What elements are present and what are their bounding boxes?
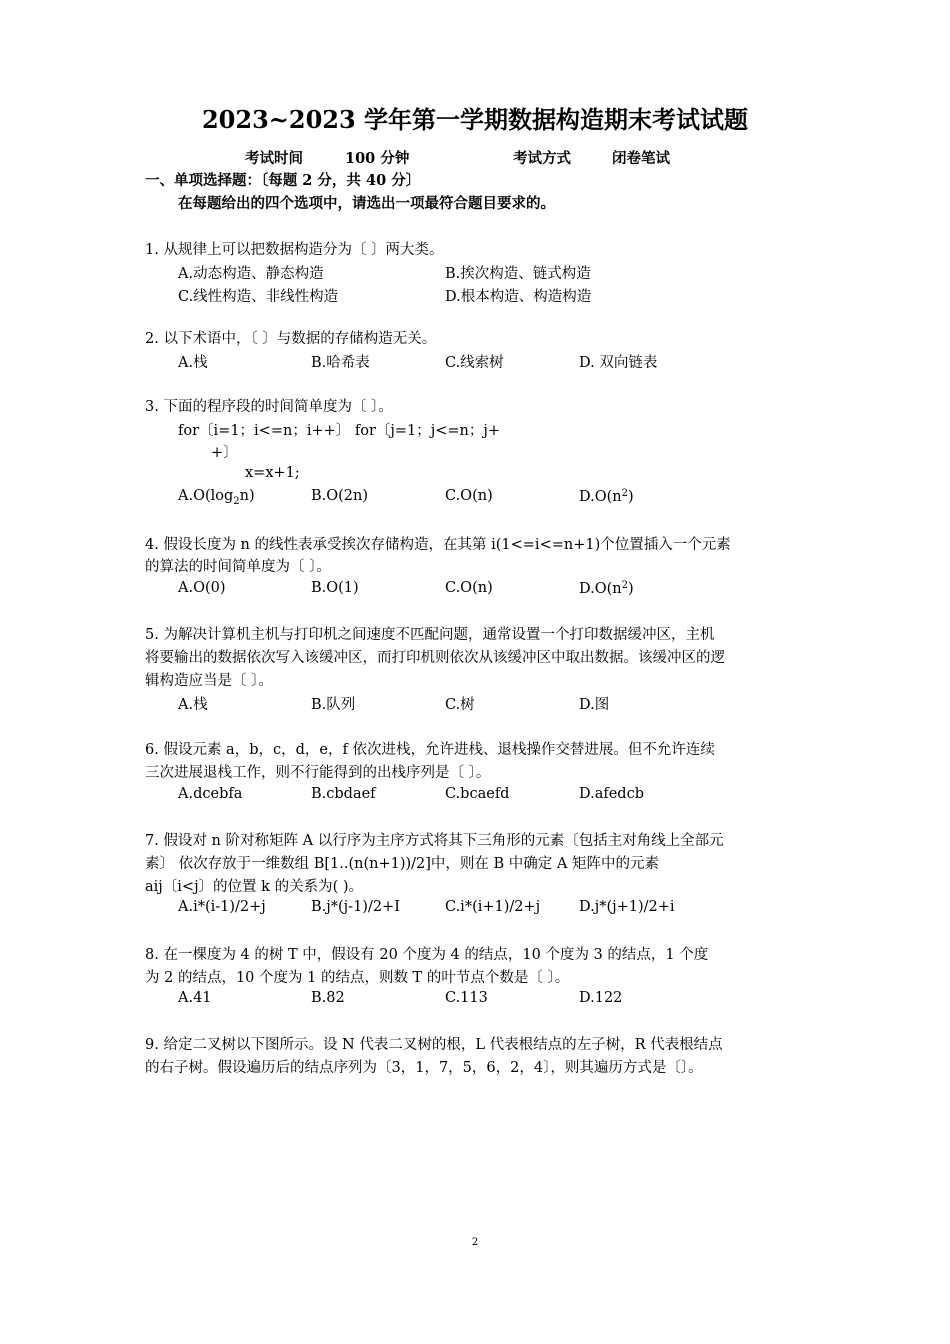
question-5-option-b: B.队列: [311, 697, 356, 713]
question-3-option-d: $D.O(n^2)$: [579, 488, 634, 505]
question-7-stem-line-1: 7. 假设对 n 阶对称矩阵 A 以行序为主序方式将其下三角形的元素〔包括主对角线上全部元: [145, 833, 724, 849]
exam-mode-label: 考试方式: [513, 150, 571, 167]
question-4-stem-line-1: 4. 假设长度为 n 的线性表承受挨次存储构造，在其第 i(1<=i<=n+1)个位置插入一个元素: [145, 537, 731, 553]
question-3-option-c: C.O(n): [445, 488, 493, 504]
question-4-option-d: $D.O(n^2)$: [579, 580, 634, 597]
question-3-option-b: B.O(2n): [311, 488, 369, 504]
question-5-option-d: D.图: [579, 697, 610, 713]
question-1-option-b: B.挨次构造、链式构造: [445, 266, 591, 282]
question-4-option-a: A.O(0): [178, 580, 226, 596]
question-5-stem-line-2: 将要输出的数据依次写入该缓冲区，而打印机则依次从该缓冲区中取出数据。该缓冲区的逻: [145, 650, 725, 666]
question-3-code-line-1: for〔i=1；i<=n；i++〕 for〔j=1；j<=n；j+: [178, 423, 501, 439]
exam-time-label: 考试时间: [245, 150, 303, 167]
question-7-stem-line-2: 素〕 依次存放于一维数组 B[1..(n(n+1))/2]中，则在 B 中确定 A 矩阵中的元素: [145, 856, 659, 872]
question-8-option-d: D.122: [579, 990, 623, 1006]
question-2-option-a: A.栈: [178, 355, 208, 371]
page-title: 2023~2023 学年第一学期数据构造期末考试试题: [201, 105, 749, 134]
question-5-stem-line-1: 5. 为解决计算机主机与打印机之间速度不匹配问题，通常设置一个打印数据缓冲区，主机: [145, 627, 715, 643]
question-8-option-a: A.41: [178, 990, 212, 1006]
question-5-option-a: A.栈: [178, 697, 208, 713]
question-2-option-d: D. 双向链表: [579, 355, 658, 371]
question-7-option-c: C.i*(i+1)/2+j: [445, 899, 541, 915]
question-8-stem-line-2: 为 2 的结点，10 个度为 1 的结点，则数 T 的叶节点个数是〔 〕。: [145, 970, 570, 986]
question-6-stem-line-1: 6. 假设元素 a，b，c，d，e，f 依次进栈，允许进栈、退栈操作交替进展。但不允许连续: [145, 742, 715, 758]
question-6-stem-line-2: 三次进展退栈工作，则不行能得到的出栈序列是〔 〕。: [145, 765, 491, 781]
question-4-stem-line-2: 的算法的时间简单度为〔 〕。: [145, 559, 331, 575]
question-2-stem: 2. 以下术语中，〔 〕与数据的存储构造无关。: [145, 331, 437, 347]
question-1-option-d: D.根本构造、构造构造: [445, 289, 592, 305]
question-6-option-a: A.dcebfa: [178, 786, 243, 802]
question-7-stem-line-3: aij〔i<j〕的位置 k 的关系为( )。: [145, 879, 363, 895]
question-3-code-line-2: +〕: [211, 445, 238, 461]
section-instruction: 在每题给出的四个选项中，请选出一项最符合题目要求的。: [178, 195, 555, 212]
question-1-option-a: A.动态构造、静态构造: [178, 266, 324, 282]
question-9-stem-line-2: 的右子树。假设遍历后的结点序列为〔3，1，7，5，6，2，4〕，则其遍历方式是〔〕。: [145, 1060, 703, 1076]
question-8-option-b: B.82: [311, 990, 345, 1006]
question-8-option-c: C.113: [445, 990, 488, 1006]
question-6-option-d: D.afedcb: [579, 786, 644, 802]
question-5-option-c: C.树: [445, 697, 475, 713]
question-8-stem-line-1: 8. 在一棵度为 4 的树 T 中，假设有 20 个度为 4 的结点，10 个度为 3 的结点，1 个度: [145, 947, 709, 963]
question-3-option-a: $A.O(\log_2n)$: [178, 488, 255, 507]
question-7-option-b: B.j*(j-1)/2+I: [311, 899, 400, 915]
question-7-option-a: A.i*(i-1)/2+j: [178, 899, 266, 915]
question-5-stem-line-3: 辑构造应当是〔 〕。: [145, 673, 273, 689]
question-6-option-b: B.cbdaef: [311, 786, 376, 802]
question-2-option-c: C.线索树: [445, 355, 504, 371]
question-9-stem-line-1: 9. 给定二叉树以下图所示。设 N 代表二叉树的根，L 代表根结点的左子树，R 代表根结点: [145, 1037, 723, 1053]
question-4-option-b: B.O(1): [311, 580, 359, 596]
question-3-stem: 3. 下面的程序段的时间简单度为〔 〕。: [145, 399, 393, 415]
section-heading: 一、单项选择题：〔每题 2 分，共 40 分〕: [145, 172, 421, 189]
question-4-option-c: C.O(n): [445, 580, 493, 596]
question-1-stem: 1. 从规律上可以把数据构造分为〔 〕两大类。: [145, 242, 444, 258]
page-number: 2: [471, 1237, 479, 1248]
question-2-option-b: B.哈希表: [311, 355, 370, 371]
question-7-option-d: D.j*(j+1)/2+i: [579, 899, 675, 915]
question-6-option-c: C.bcaefd: [445, 786, 510, 802]
question-1-option-c: C.线性构造、非线性构造: [178, 289, 339, 305]
question-3-code-line-3: x=x+1;: [245, 465, 300, 481]
exam-time-value: 100 分钟: [345, 150, 410, 167]
exam-mode-value: 闭卷笔试: [612, 150, 670, 167]
